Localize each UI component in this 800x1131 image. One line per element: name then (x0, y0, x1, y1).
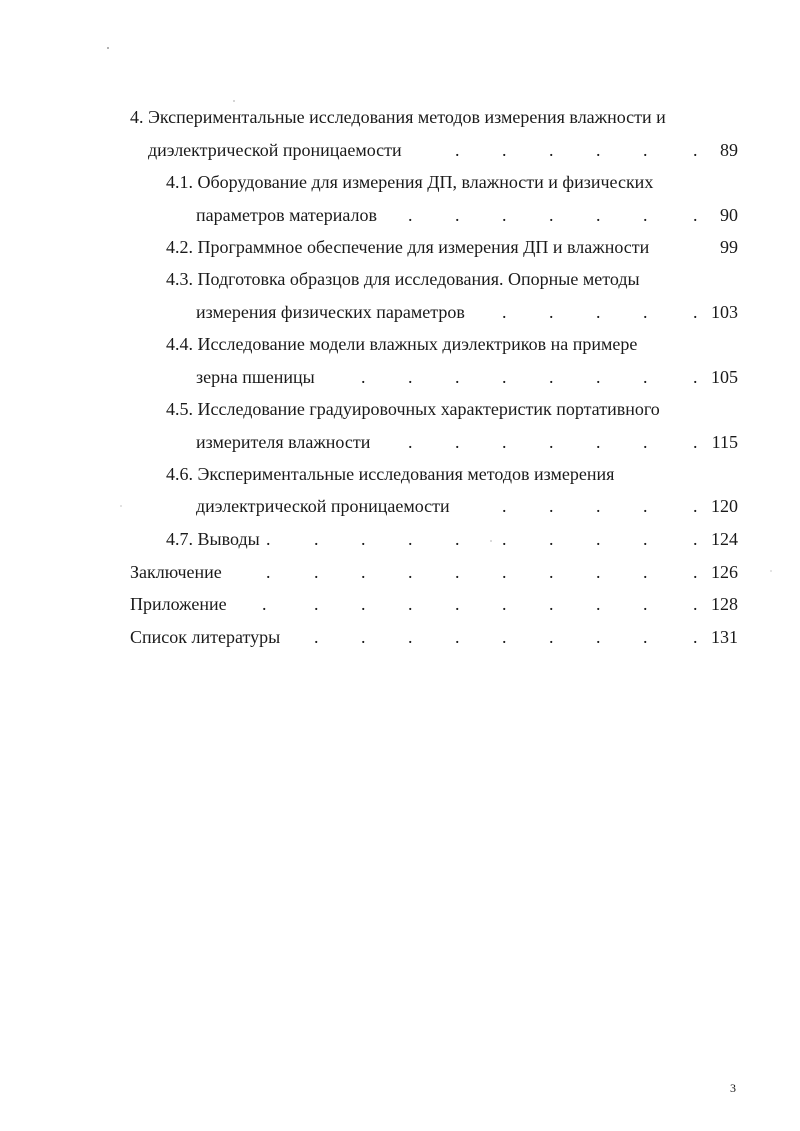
toc-s4-1-title-line-1: 4.1. Оборудование для измерения ДП, влажности и физических (166, 172, 654, 192)
document-page: 4. Экспериментальные исследования методов измерения влажности и диэлектрической проницаемости . . . . . . 89 4.1. Оборудование для измерения ДП, влажности и физических параметров материалов . . . . . . . 90 4.2. Программное обеспечение для измерения ДП и влажности 99 4.3. Подготовка образцов для исследования. Опорные методы измерения физических параметров . . . . . 103 4.4. Исследование модели влажных диэлектриков на примере зерна пшеницы . . . . . . . . 105 4.5. Исследование градуировочных характеристик портативного измерителя влажности . . . . . . . 115 4.6. Экспериментальные исследования методов измерения диэлектрической проницаемости . . . . . 120 4.7. Выводы . . . . . . . . . . 124 Заключение . . . . . . . . . . 126 Приложение . . . . . . . . . . 128 Список литературы . . . . . . . . . 131 3 (0, 0, 800, 1131)
toc-s4-2-page: 99 (720, 237, 738, 257)
toc-s4-4-page: 105 (711, 367, 738, 387)
toc-s4-3-title-line-2: измерения физических параметров (196, 302, 465, 322)
toc-s4-5-page: 115 (711, 432, 738, 452)
toc-s4-2-title-line-1: 4.2. Программное обеспечение для измерения ДП и влажности (166, 237, 650, 257)
scan-speck (107, 47, 109, 49)
toc-s4-3-page: 103 (711, 302, 738, 322)
scan-speck (490, 540, 492, 542)
toc-appendix-page: 128 (711, 594, 738, 614)
scan-speck (770, 570, 772, 572)
toc-s4-3-title-line-1: 4.3. Подготовка образцов для исследования. Опорные методы (166, 269, 640, 289)
toc-s4-5-title-line-1: 4.5. Исследование градуировочных характеристик портативного (166, 399, 660, 419)
toc-s4-6-title-line-1: 4.6. Экспериментальные исследования методов измерения (166, 464, 615, 484)
toc-s4-1-title-line-2: параметров материалов (196, 205, 377, 225)
scan-speck (233, 100, 235, 102)
page-number: 3 (730, 1081, 736, 1095)
toc-s4-4-title-line-1: 4.4. Исследование модели влажных диэлектриков на примере (166, 334, 638, 354)
toc-s4-7-page: 124 (711, 529, 738, 549)
toc-s4-6-title-line-2: диэлектрической проницаемости (196, 496, 450, 516)
toc-s4-4-title-line-2: зерна пшеницы (196, 367, 315, 387)
toc-s4-7-title-line-1: 4.7. Выводы (166, 529, 260, 549)
toc-s4-5-title-line-2: измерителя влажности (196, 432, 371, 452)
toc-references-title: Список литературы (130, 627, 281, 647)
toc-conclusion-page: 126 (711, 562, 738, 582)
toc-conclusion-title: Заключение (130, 562, 222, 582)
toc-appendix-title: Приложение (130, 594, 227, 614)
toc-ch4-page: 89 (720, 140, 738, 160)
toc-s4-1-page: 90 (720, 205, 738, 225)
toc-references-page: 131 (711, 627, 738, 647)
toc-s4-6-page: 120 (711, 496, 738, 516)
scan-speck (120, 505, 122, 507)
toc-ch4-title-line-2: диэлектрической проницаемости (148, 140, 402, 160)
toc-ch4-title-line-1: 4. Экспериментальные исследования методов измерения влажности и (130, 107, 666, 127)
